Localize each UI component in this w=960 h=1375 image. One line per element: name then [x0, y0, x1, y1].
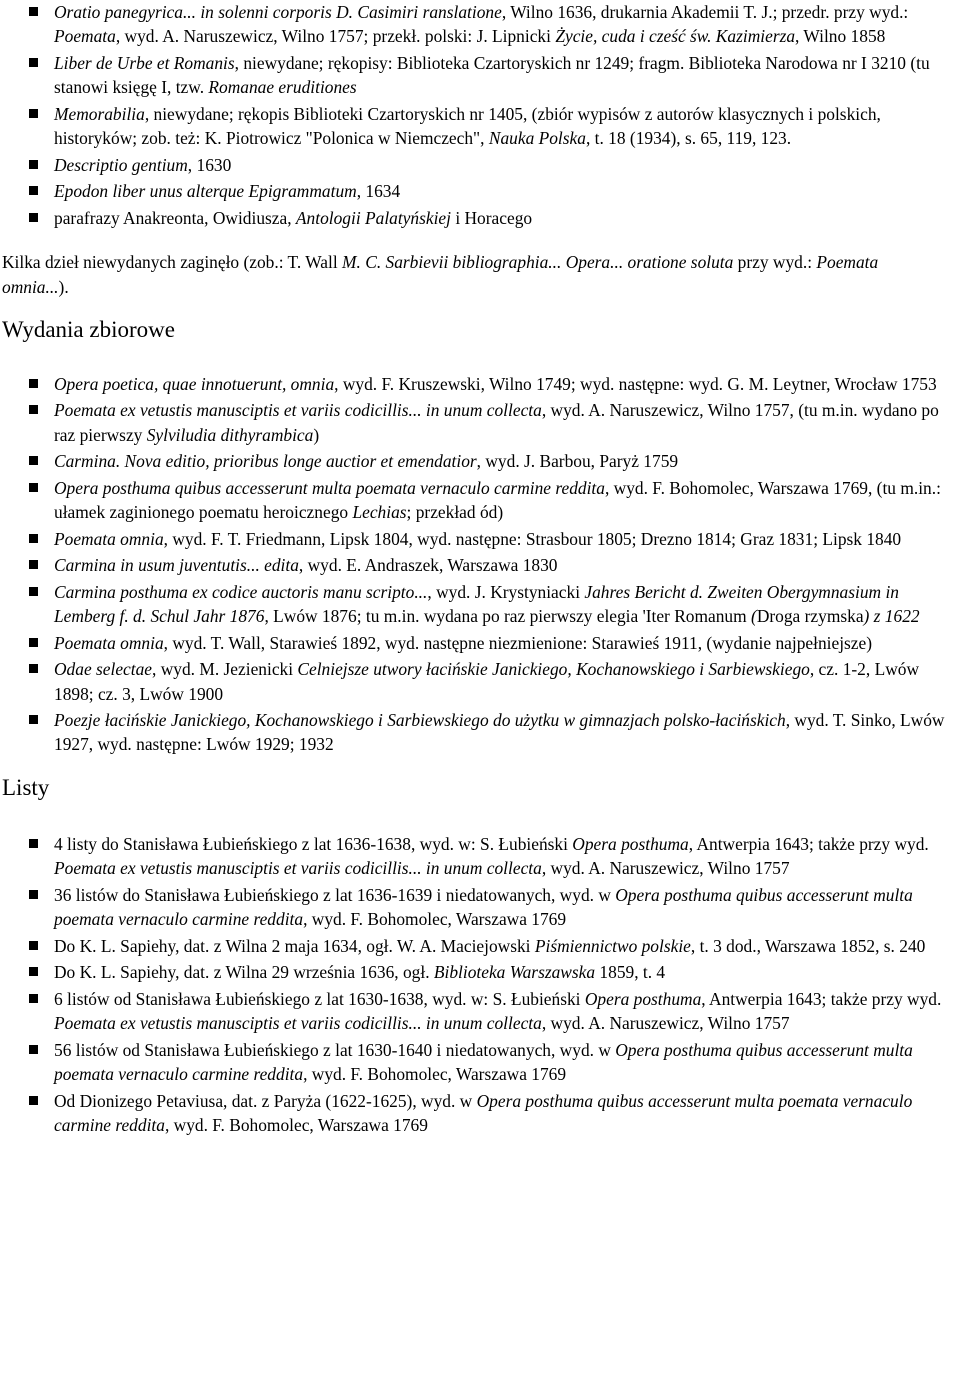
text-run: , 1634 [356, 181, 401, 202]
italic-title-run: Piśmiennictwo polskie [534, 935, 691, 956]
text-run: ; przekład ód) [406, 502, 504, 523]
text-run: , Wilno 1636, drukarnia Akademii T. J.; przedr. przy wyd.: [501, 2, 909, 22]
text-run: 56 listów od Stanisława Łubieńskiego z lat 1630-1640 i niedatowanych, wyd. w [54, 1039, 616, 1060]
list-item [54, 0, 946, 49]
square-bullet-icon [29, 109, 38, 118]
text-run: Droga rzymska [756, 606, 864, 627]
square-bullet-icon [29, 186, 38, 195]
list-item [54, 934, 946, 958]
square-bullet-icon [29, 560, 38, 569]
italic-title-run: Poemata omnia [54, 528, 164, 549]
text-run: , Antwerpia 1643; także przy wyd. [701, 988, 942, 1009]
text-run: ). [58, 276, 69, 297]
lost-works-paragraph [2, 250, 946, 299]
list-item [54, 657, 946, 706]
text-run: , wyd. J. Barbou, Paryż 1759 [476, 451, 679, 472]
italic-title-run: Carmina in usum juventutis... edita [54, 555, 299, 576]
italic-title-run: Odae selectae [54, 659, 153, 680]
square-bullet-icon [29, 587, 38, 596]
italic-title-run: Poemata ex vetustis manusciptis et variis codicillis... in unum collecta [54, 1013, 542, 1034]
italic-title-run: Opera posthuma [584, 988, 702, 1009]
italic-title-run: Poemata ex vetustis manusciptis et variis codicillis... in unum collecta [54, 400, 542, 421]
list-item [54, 398, 946, 447]
text-run: Do K. L. Sapiehy, dat. z Wilna 2 maja 1634, ogł. W. A. Maciejowski [54, 935, 535, 956]
list-item [54, 1038, 946, 1087]
text-run: przy wyd.: [733, 252, 817, 273]
square-bullet-icon [29, 1096, 38, 1105]
text-run: Kilka dzieł niewydanych zaginęło (zob.: T. Wall [2, 252, 343, 273]
square-bullet-icon [29, 638, 38, 647]
list-item [54, 631, 946, 655]
text-run: , wyd. F. Bohomolec, Warszawa 1769, (tu m.in.: ułamek zaginionego poematu heroicznego [54, 477, 941, 523]
italic-title-run: M. C. Sarbievii bibliographia... Opera... oratione soluta [342, 252, 734, 273]
text-run: , wyd. F. Bohomolec, Warszawa 1769 [303, 1064, 567, 1084]
text-run: Od Dionizego Petaviusa, dat. z Paryża (1622-1625), wyd. w [54, 1090, 477, 1111]
text-run: , t. 3 dod., Warszawa 1852, s. 240 [690, 935, 926, 956]
list-item [54, 206, 946, 230]
square-bullet-icon [29, 1045, 38, 1054]
text-run: , wyd. A. Naruszewicz, Wilno 1757; przekł. polski: J. Lipnicki [115, 26, 556, 47]
italic-title-run: Celniejsze utwory łacińskie Janickiego, Kochanowskiego i Sarbiewskiego [297, 659, 810, 680]
italic-title-run: Memorabilia [54, 103, 145, 124]
text-run: , wyd. F. T. Friedmann, Lipsk 1804, wyd. następne: Strasbour 1805; Drezno 1814; Graz 1831; Lipsk 1840 [163, 528, 902, 549]
list-item [54, 960, 946, 984]
text-run: , niewydane; rękopisy: Biblioteka Czartoryskich nr 1249; fragm. Biblioteka Narodowa nr I 3210 (tu stanowi księgę I, tzw. [54, 52, 930, 98]
list-item [54, 580, 946, 629]
list-item [54, 527, 946, 551]
text-run: , niewydane; rękopis Biblioteki Czartoryskich nr 1405, (zbiór wypisów z autorów klasycznych i polskich, historyków; zob. też: K. Piotrowicz "Polonica w Niemczech", [54, 103, 881, 149]
list-item [54, 987, 946, 1036]
list-item [54, 708, 946, 757]
italic-title-run: Życie, cuda i cześć św. Kazimierza [555, 26, 796, 47]
italic-title-run: Poemata [54, 26, 116, 47]
text-run: , wyd. A. Naruszewicz, Wilno 1757 [541, 1013, 790, 1034]
collected-editions-list [0, 372, 960, 757]
square-bullet-icon [29, 456, 38, 465]
italic-title-run: Sylviludia dithyrambica [146, 424, 314, 445]
text-run: ) [313, 424, 320, 445]
italic-title-run: Epodon liber unus alterque Epigrammatum [54, 181, 357, 202]
italic-title-run: Carmina posthuma ex codice auctoris manu scripto... [54, 581, 428, 602]
italic-title-run: Romanae eruditiones [208, 77, 357, 98]
text-run: , wyd. F. Kruszewski, Wilno 1749; wyd. następne: wyd. G. M. Leytner, Wrocław 1753 [334, 373, 937, 394]
italic-title-run: Nauka Polska [488, 128, 586, 149]
section-heading-collected-editions: Wydania zbiorowe [2, 316, 175, 342]
italic-title-run: Opera posthuma quibus accesserunt multa poemata vernaculo carmine reddita [54, 1090, 913, 1135]
square-bullet-icon [29, 715, 38, 724]
square-bullet-icon [29, 967, 38, 976]
list-item [54, 476, 946, 525]
letters-list [0, 832, 960, 1137]
text-run: , Antwerpia 1643; także przy wyd. [688, 833, 929, 854]
italic-title-run: Descriptio gentium [54, 154, 188, 175]
list-item [54, 883, 946, 932]
text-run: , Wilno 1858 [795, 26, 886, 47]
text-run: , wyd. F. Bohomolec, Warszawa 1769 [164, 1114, 428, 1135]
works-list [0, 0, 960, 230]
list-item [54, 449, 946, 473]
list-item [54, 179, 946, 203]
text-run: , wyd. T. Sinko, Lwów 1927, wyd. następne: Lwów 1929; 1932 [54, 710, 945, 755]
list-item [54, 102, 946, 151]
list-item [54, 832, 946, 881]
text-run: , t. 18 (1934), s. 65, 119, 123. [585, 128, 792, 149]
italic-title-run: Opera posthuma quibus accesserunt multa poemata vernaculo carmine reddita [54, 884, 913, 930]
square-bullet-icon [29, 664, 38, 673]
square-bullet-icon [29, 7, 38, 16]
square-bullet-icon [29, 160, 38, 169]
italic-title-run: ) z 1622 [863, 606, 920, 627]
section-heading-letters: Listy [2, 774, 50, 800]
text-run: , cz. 1-2, Lwów 1898; cz. 3, Lwów 1900 [54, 659, 920, 704]
italic-title-run: Oratio panegyrica... in solenni corporis D. Casimiri ranslatione [54, 2, 502, 22]
text-run: , wyd. J. Krystyniacki [427, 581, 585, 602]
list-item [54, 1089, 946, 1138]
list-item [54, 553, 946, 577]
text-run: , wyd. E. Andraszek, Warszawa 1830 [298, 555, 558, 576]
square-bullet-icon [29, 213, 38, 222]
square-bullet-icon [29, 379, 38, 388]
italic-title-run: Opera poetica, quae innotuerunt, omnia [54, 373, 335, 394]
italic-title-run: Biblioteka Warszawska [433, 962, 596, 983]
italic-title-run: Poezje łacińskie Janickiego, Kochanowskiego i Sarbiewskiego do użytku w gimnazjach polsko-łacińskich [54, 710, 786, 731]
square-bullet-icon [29, 405, 38, 414]
square-bullet-icon [29, 890, 38, 899]
italic-title-run: Carmina. Nova editio, prioribus longe auctior et emendatior [54, 451, 477, 472]
text-run: , wyd. M. Jezienicki [152, 659, 298, 680]
square-bullet-icon [29, 483, 38, 492]
text-run: Do K. L. Sapiehy, dat. z Wilna 29 września 1636, ogł. [54, 962, 434, 983]
text-run: , wyd. A. Naruszewicz, Wilno 1757 [541, 858, 790, 879]
square-bullet-icon [29, 58, 38, 67]
text-run: parafrazy Anakreonta, Owidiusza, [54, 207, 296, 228]
text-run: 36 listów do Stanisława Łubieńskiego z lat 1636-1639 i niedatowanych, wyd. w [54, 884, 616, 905]
italic-title-run: Opera posthuma [572, 833, 689, 854]
italic-title-run: ( [751, 606, 757, 627]
text-run: i Horacego [450, 207, 533, 228]
text-run: 4 listy do Stanisława Łubieńskiego z lat 1636-1638, wyd. w: S. Łubieński [54, 833, 573, 854]
text-run: , 1630 [187, 154, 232, 175]
text-run: 6 listów od Stanisława Łubieńskiego z lat 1630-1638, wyd. w: S. Łubieński [54, 988, 585, 1009]
list-item [54, 153, 946, 177]
italic-title-run: Poemata ex vetustis manusciptis et variis codicillis... in unum collecta [54, 858, 542, 879]
italic-title-run: Opera posthuma quibus accesserunt multa poemata vernaculo carmine reddita [54, 1039, 913, 1084]
italic-title-run: Opera posthuma quibus accesserunt multa poemata vernaculo carmine reddita [54, 477, 605, 498]
text-run: 1859, t. 4 [595, 962, 666, 983]
italic-title-run: Lechias [352, 502, 407, 523]
italic-title-run: Poemata omnia... [2, 252, 879, 297]
text-run: , wyd. A. Naruszewicz, Wilno 1757, (tu m.in. wydano po raz pierwszy [54, 400, 939, 445]
square-bullet-icon [29, 941, 38, 950]
square-bullet-icon [29, 839, 38, 848]
italic-title-run: Liber de Urbe et Romanis [54, 52, 235, 73]
list-item [54, 372, 946, 396]
square-bullet-icon [29, 994, 38, 1003]
list-item [54, 51, 946, 100]
italic-title-run: Antologii Palatyńskiej [295, 207, 451, 228]
square-bullet-icon [29, 534, 38, 543]
italic-title-run: Jahres Bericht d. Zweiten Obergymnasium in Lemberg f. d. Schul Jahr 1876 [54, 581, 899, 627]
text-run: , wyd. F. Bohomolec, Warszawa 1769 [303, 909, 567, 930]
text-run: , wyd. T. Wall, Starawieś 1892, wyd. następne niezmienione: Starawieś 1911, (wydanie najpełniejsze) [163, 632, 873, 653]
text-run: , Lwów 1876; tu m.in. wydana po raz pierwszy elegia 'Iter Romanum [264, 606, 752, 627]
italic-title-run: Poemata omnia [54, 632, 164, 653]
